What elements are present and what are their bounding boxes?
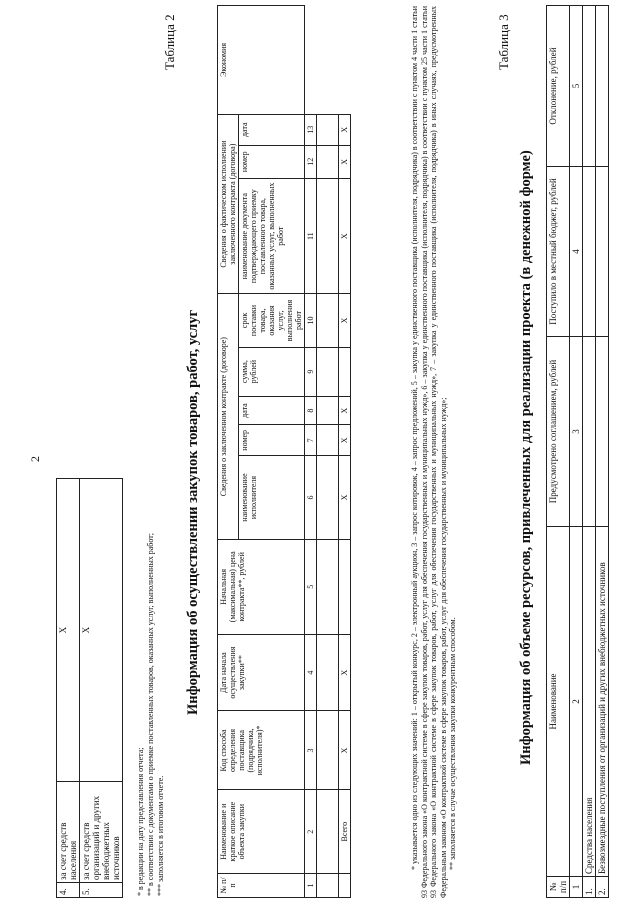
top-table [56, 478, 123, 898]
header-term: срок поставки товара, оказания услуг, выполнения работ [239, 294, 305, 347]
x-mark: X [339, 425, 351, 456]
row-mark: X [57, 479, 80, 782]
col-number: 2 [570, 527, 583, 877]
col-number: 6 [305, 456, 317, 540]
col-number: 11 [305, 178, 317, 294]
header-planned: Предусмотрено соглашением, рублей [547, 337, 570, 527]
header-deviation: Отклонение, рублей [547, 6, 570, 167]
header-contract-group: Сведения о заключенном контракте (договоре) [218, 294, 239, 539]
table-row [57, 479, 80, 898]
table3-caption: Таблица 3 [496, 14, 511, 70]
footnote: * в редакции на дату представления отчета; [136, 747, 145, 896]
col-number: 4 [570, 167, 583, 337]
table2-heading: Информация об осуществлении закупок товаров, работ, услуг [185, 309, 201, 715]
header-num: № п/п [218, 873, 305, 897]
x-mark: X [339, 711, 351, 790]
row-text: за счет средств организаций и других внебюджетных источников [80, 782, 123, 883]
header-number: номер [239, 425, 305, 456]
footnote: *** заполняется в итоговом отчете. [156, 775, 165, 896]
header-method: Код способа определения поставщика (подрядчика, исполнителя)* [218, 711, 305, 790]
col-number: 8 [305, 396, 317, 425]
col-number: 1 [570, 877, 583, 898]
row-number: 1. [583, 877, 596, 898]
row-number: 2. [596, 877, 609, 898]
header-doc-number: номер [239, 145, 305, 178]
x-mark: X [339, 634, 351, 711]
column-numbers-row [570, 6, 583, 898]
header-sum: сумма, рублей [239, 347, 305, 396]
note: ** заполняется в случае осуществления закупки конкурентным способом. [448, 617, 458, 870]
row-name: Средства населения [583, 527, 596, 877]
header-price: Начальная (максимальная) цена контракта**, рублей [218, 539, 305, 634]
header-row [547, 6, 570, 898]
header-actual-group: Сведения о фактическом исполнении заключенного контракта (договора) [218, 114, 239, 294]
note: * указывается одно из следующих значений: 1 – открытый конкурс, 2 – электронный аукцион, 3 – запрос котировок, 4 – запрос предложений, 5 – закупка у единственного поставщика (исполнителя, подрядчика) в соответствии с пунктом 4 части 1 статьи 93 Федерального закона «О контрактной системе в сфере закупок товаров, работ, услуг для обеспечения государственных и муниципальных нужд», 6 – закупка у единственного поставщика (исполнителя, подрядчика) в соответствии с пунктом 25 части 1 статьи 93 Федерального закона «О контрактной системе в сфере закупок товаров, работ, услуг для обеспечения государственных и муниципальных нужд», 7 – закупка у единственного поставщика (исполнителя, подрядчика) в иных случаях, предусмотренных Федеральным законом «О контрактной системе в сфере закупок товаров, работ, услуг для обеспечения государственных и муниципальных нужд»; [410, 6, 448, 898]
header-start-date: Дата начала осуществления закупки** [218, 634, 305, 711]
x-mark: X [339, 145, 351, 178]
header-date: дата [239, 396, 305, 425]
x-mark: X [339, 114, 351, 145]
footnotes [136, 376, 166, 896]
col-number: 9 [305, 347, 317, 396]
table3-heading: Информация об объеме ресурсов, привлеченных для реализации проекта (в денежной форме) [518, 150, 534, 765]
x-mark: X [339, 456, 351, 540]
page-number: 2 [28, 456, 42, 462]
col-number: 3 [570, 337, 583, 527]
col-number: 5 [305, 539, 317, 634]
header-economy: Экономия [218, 6, 305, 115]
table-row [583, 6, 596, 898]
header-contractor: наименование исполнителя [239, 456, 305, 540]
col-number: 2 [305, 790, 317, 874]
col-number: 1 [305, 873, 317, 897]
total-row [339, 6, 351, 898]
x-mark: X [339, 396, 351, 425]
table-row [317, 6, 339, 898]
table-row [596, 6, 609, 898]
col-number: 3 [305, 711, 317, 790]
total-label: Всего [339, 790, 351, 874]
row-number: 4. [57, 883, 80, 898]
header-doc-date: дата [239, 114, 305, 145]
x-mark: X [339, 294, 351, 347]
col-number: 13 [305, 114, 317, 145]
table3 [546, 5, 609, 898]
header-num: № п/п [547, 877, 570, 898]
table-row [80, 479, 123, 898]
table2 [217, 5, 351, 898]
col-number: 10 [305, 294, 317, 347]
table2-notes [410, 6, 458, 898]
footnote: ** в соответствии с документами о приемке поставленных товаров, оказанных услуг, выполненных работ; [146, 533, 155, 896]
row-number: 5. [80, 883, 123, 898]
col-number: 12 [305, 145, 317, 178]
col-number: 5 [570, 6, 583, 167]
header-name: Наименование и краткое описание объекта закупки [218, 790, 305, 874]
column-numbers-row [305, 6, 317, 898]
header-name: Наименование [547, 527, 570, 877]
row-mark: X [80, 479, 123, 782]
table2-caption: Таблица 2 [162, 14, 177, 70]
header-doc: наименование документа подтверждающего приемку поставленного товара, оказанных услуг, выполненных работ [239, 178, 305, 294]
col-number: 7 [305, 425, 317, 456]
x-mark: X [339, 178, 351, 294]
row-name: Безвозмездные поступления от организаций и других внебюджетных источников [596, 527, 609, 877]
col-number: 4 [305, 634, 317, 711]
header-received: Поступило в местный бюджет, рублей [547, 167, 570, 337]
row-text: за счет средств населения [57, 782, 80, 883]
